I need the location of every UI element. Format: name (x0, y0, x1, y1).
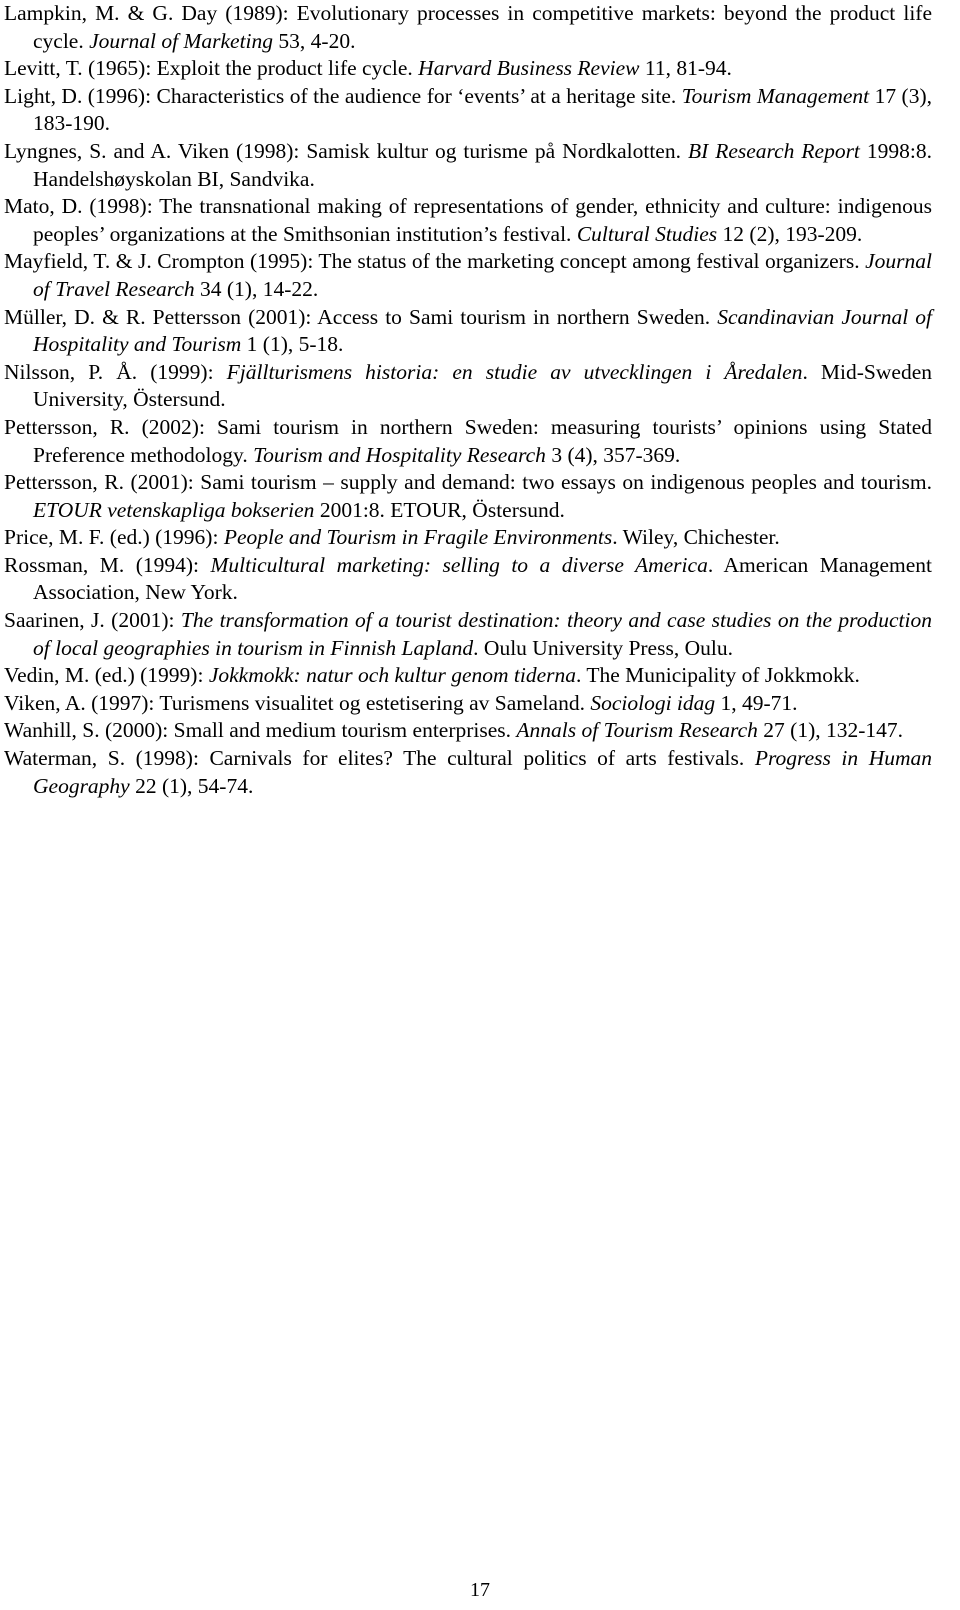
reference-source: Annals of Tourism Research (516, 718, 758, 743)
reference-details: . American Management Association, New York. (33, 552, 933, 605)
reference-text: Vedin, M. (ed.) (1999): (4, 663, 209, 688)
reference-entry (4, 0, 932, 55)
reference-source: BI Research Report (687, 138, 860, 163)
reference-text: Waterman, S. (1998): Carnivals for elites? The cultural politics of arts festivals. (4, 746, 755, 771)
reference-list (4, 0, 932, 800)
reference-details: 27 (1), 132-147. (757, 718, 904, 743)
reference-entry (4, 690, 932, 718)
reference-text: Price, M. F. (ed.) (1996): (4, 525, 224, 550)
reference-details: 11, 81-94. (639, 56, 732, 81)
reference-entry (4, 524, 932, 552)
reference-text: Pettersson, R. (2002): Sami tourism in northern Sweden: measuring tourists’ opinions using Stated Preference methodology. (4, 414, 932, 467)
reference-entry (4, 359, 932, 414)
page-number: 17 (470, 1579, 490, 1601)
reference-text: Mayfield, T. & J. Crompton (1995): The status of the marketing concept among festival organizers. (4, 249, 866, 274)
reference-entry (4, 469, 932, 524)
reference-text: Mato, D. (1998): The transnational making of representations of gender, ethnicity and culture: indigenous peoples’ organizations at the Smithsonian institution’s festival. (4, 194, 932, 246)
reference-text: Viken, A. (1997): Turismens visualitet og estetisering av Sameland. (4, 690, 591, 715)
reference-source: Progress in Human Geography (33, 746, 933, 798)
reference-details: 1, 49-71. (715, 690, 798, 715)
reference-source: Journal of Travel Research (33, 249, 932, 301)
reference-text: Levitt, T. (1965): Exploit the product life cycle. (4, 56, 419, 81)
reference-source: Scandinavian Journal of Hospitality and Tourism (33, 304, 933, 357)
reference-details: . Wiley, Chichester. (612, 525, 780, 550)
reference-text: Pettersson, R. (2001): Sami tourism – supply and demand: two essays on indigenous peoples and tourism. (4, 470, 932, 495)
reference-details: 53, 4-20. (273, 28, 356, 53)
reference-details: 22 (1), 54-74. (129, 773, 254, 798)
reference-source: Fjällturismens historia: en studie av utvecklingen i Åredalen (226, 359, 803, 384)
reference-entry (4, 83, 932, 138)
reference-entry (4, 138, 932, 193)
reference-source: Tourism and Hospitality Research (253, 442, 546, 467)
reference-source: Tourism Management (681, 83, 870, 108)
reference-details: 3 (4), 357-369. (545, 442, 681, 467)
reference-details: 2001:8. ETOUR, Östersund. (314, 497, 565, 522)
reference-entry (4, 662, 932, 690)
reference-entry (4, 55, 932, 83)
reference-source: Multicultural marketing: selling to a diverse America (210, 552, 708, 577)
reference-text: Nilsson, P. Å. (1999): (4, 359, 227, 384)
reference-source: People and Tourism in Fragile Environments (223, 525, 613, 550)
reference-entry (4, 414, 932, 469)
reference-text: Lyngnes, S. and A. Viken (1998): Samisk kultur og turisme på Nordkalotten. (4, 138, 688, 163)
reference-source: Harvard Business Review (418, 56, 640, 81)
reference-source: ETOUR vetenskapliga bokserien (33, 497, 315, 522)
reference-entry (4, 304, 932, 359)
reference-details: 17 (3), 183-190. (33, 83, 933, 136)
reference-details: 1998:8. Handelshøyskolan BI, Sandvika. (33, 138, 932, 191)
reference-details: 34 (1), 14-22. (194, 276, 319, 301)
reference-details: 12 (2), 193-209. (717, 221, 863, 246)
reference-text: Lampkin, M. & G. Day (1989): Evolutionary processes in competitive markets: beyond the product life cycle. (4, 1, 932, 53)
reference-source: The transformation of a tourist destination: theory and case studies on the production of local geographies in tourism in Finnish Lapland (33, 608, 932, 660)
reference-source: Jokkmokk: natur och kultur genom tiderna (208, 663, 577, 688)
reference-entry (4, 552, 932, 607)
reference-details: . Oulu University Press, Oulu. (473, 635, 733, 660)
reference-source: Journal of Marketing (89, 28, 274, 53)
reference-text: Müller, D. & R. Pettersson (2001): Access to Sami tourism in northern Sweden. (4, 304, 718, 329)
reference-entry (4, 193, 932, 248)
reference-details: . The Municipality of Jokkmokk. (576, 663, 860, 688)
reference-source: Cultural Studies (576, 221, 718, 246)
reference-entry (4, 607, 932, 662)
reference-entry (4, 717, 932, 745)
reference-source: Sociologi idag (590, 690, 716, 715)
reference-text: Light, D. (1996): Characteristics of the audience for ‘events’ at a heritage site. (4, 83, 682, 108)
reference-entry (4, 248, 932, 303)
reference-entry (4, 745, 932, 800)
reference-details: 1 (1), 5-18. (241, 332, 344, 357)
reference-text: Saarinen, J. (2001): (4, 608, 181, 633)
reference-text: Wanhill, S. (2000): Small and medium tourism enterprises. (4, 718, 517, 743)
reference-text: Rossman, M. (1994): (4, 552, 211, 577)
reference-details: . Mid-Sweden University, Östersund. (33, 359, 933, 412)
